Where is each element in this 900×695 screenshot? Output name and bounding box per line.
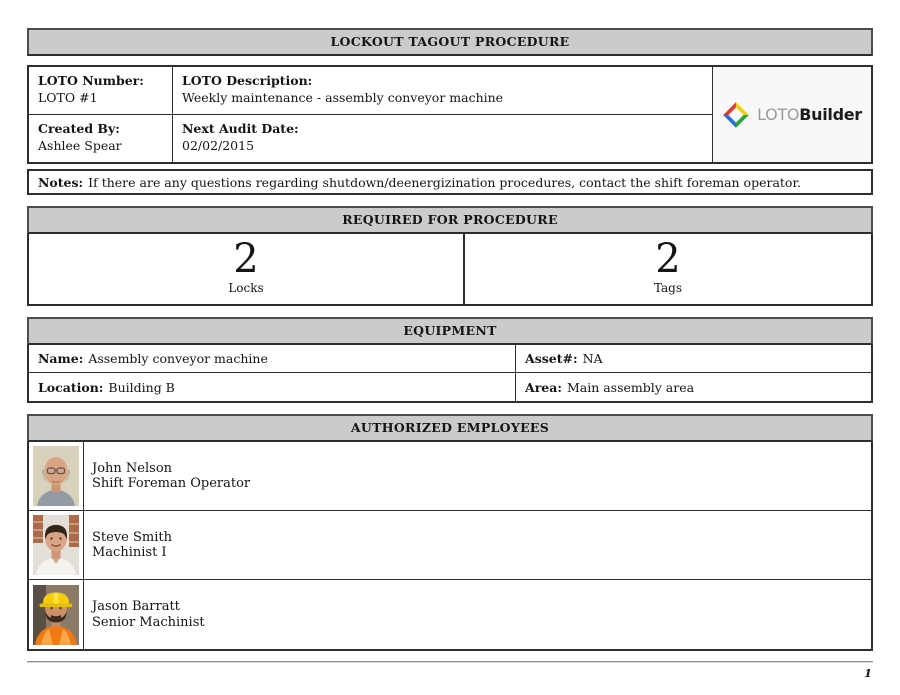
employee-name: Jason Barratt xyxy=(92,599,180,614)
next-audit-cell xyxy=(172,115,712,162)
equipment-asset-cell xyxy=(515,345,871,372)
equipment-section-title: EQUIPMENT xyxy=(403,323,497,338)
tags-count: 2 xyxy=(655,236,681,282)
loto-description-cell xyxy=(172,67,712,114)
equipment-location-label: Location: xyxy=(38,379,104,395)
next-audit-value: 02/02/2015 xyxy=(182,138,255,153)
employee-row-steve-smith xyxy=(29,511,871,580)
loto-description-label: LOTO Description: xyxy=(182,73,313,88)
equipment-name-label: Name: xyxy=(38,351,84,366)
equipment-name-value: Assembly conveyor machine xyxy=(88,351,268,366)
required-section-title: REQUIRED FOR PROCEDURE xyxy=(342,212,558,227)
required-for-procedure-section xyxy=(27,206,873,306)
page-number: 1 xyxy=(863,666,872,680)
employee-photo-cell xyxy=(29,442,84,510)
locks-count: 2 xyxy=(233,236,259,282)
employee-info xyxy=(84,580,205,649)
loto-description-value: Weekly maintenance - assembly conveyor machine xyxy=(182,90,504,105)
lotobuilder-wordmark xyxy=(757,105,862,124)
employees-section-title: AUTHORIZED EMPLOYEES xyxy=(350,420,550,435)
created-by-value: Ashlee Spear xyxy=(38,138,122,153)
employee-photo-man-hard-hat-orange-vest xyxy=(33,585,79,645)
employees-body xyxy=(27,442,873,651)
employee-title: Senior Machinist xyxy=(92,614,205,630)
footer-divider xyxy=(27,661,873,663)
lotobuilder-logo xyxy=(712,67,871,162)
employee-photo-older-man-glasses xyxy=(33,446,79,506)
notes-text: If there are any questions regarding shutdown/deenergizination procedures, contact the shift foreman operator. xyxy=(88,174,802,190)
loto-document-page xyxy=(27,0,873,680)
notes-row xyxy=(27,169,873,195)
employee-name: John Nelson xyxy=(92,460,173,476)
authorized-employees-section xyxy=(27,414,873,651)
equipment-area-value: Main assembly area xyxy=(566,379,695,395)
employee-photo-cell xyxy=(29,580,84,649)
equipment-section xyxy=(27,317,873,403)
logo-text-loto: LOTO xyxy=(757,105,800,124)
loto-info-table xyxy=(27,65,873,164)
equipment-location-cell xyxy=(29,373,515,401)
lotobuilder-diamond-icon xyxy=(722,101,750,129)
equipment-area-label: Area: xyxy=(525,379,562,395)
required-section-header xyxy=(27,206,873,234)
loto-number-cell xyxy=(29,67,172,114)
employees-section-header xyxy=(27,414,873,442)
equipment-body xyxy=(27,345,873,403)
equipment-name-cell xyxy=(29,345,515,372)
equipment-location-value: Building B xyxy=(108,379,175,395)
tags-required-cell xyxy=(463,234,871,304)
tags-label: Tags xyxy=(653,281,683,295)
info-row-1 xyxy=(29,67,712,115)
employee-row-john-nelson xyxy=(29,442,871,511)
employee-row-jason-barratt xyxy=(29,580,871,649)
info-row-2 xyxy=(29,115,712,162)
next-audit-label: Next Audit Date: xyxy=(182,121,299,136)
notes-label: Notes: xyxy=(38,174,84,190)
equipment-asset-value: NA xyxy=(582,351,603,366)
locks-required-cell xyxy=(29,234,463,304)
employee-photo-young-man-white-shirt xyxy=(33,515,79,575)
equipment-area-cell xyxy=(515,373,871,401)
locks-label: Locks xyxy=(228,281,264,295)
logo-text-builder: Builder xyxy=(799,105,862,124)
info-table-left xyxy=(29,67,712,162)
employee-name: Steve Smith xyxy=(92,529,172,545)
employee-info xyxy=(84,511,172,579)
document-title-bar xyxy=(27,28,873,56)
loto-number-value: LOTO #1 xyxy=(38,90,98,105)
created-by-label: Created By: xyxy=(38,121,120,136)
employee-info xyxy=(84,442,250,510)
employee-photo-cell xyxy=(29,511,84,579)
document-title: LOCKOUT TAGOUT PROCEDURE xyxy=(330,34,570,49)
employee-title: Shift Foreman Operator xyxy=(92,476,251,491)
equipment-asset-label: Asset#: xyxy=(525,351,578,366)
created-by-cell xyxy=(29,115,172,162)
employee-title: Machinist I xyxy=(92,545,167,560)
required-body xyxy=(27,234,873,306)
equipment-row-1 xyxy=(29,345,871,373)
equipment-section-header xyxy=(27,317,873,345)
loto-number-label: LOTO Number: xyxy=(38,73,144,88)
equipment-row-2 xyxy=(29,373,871,401)
